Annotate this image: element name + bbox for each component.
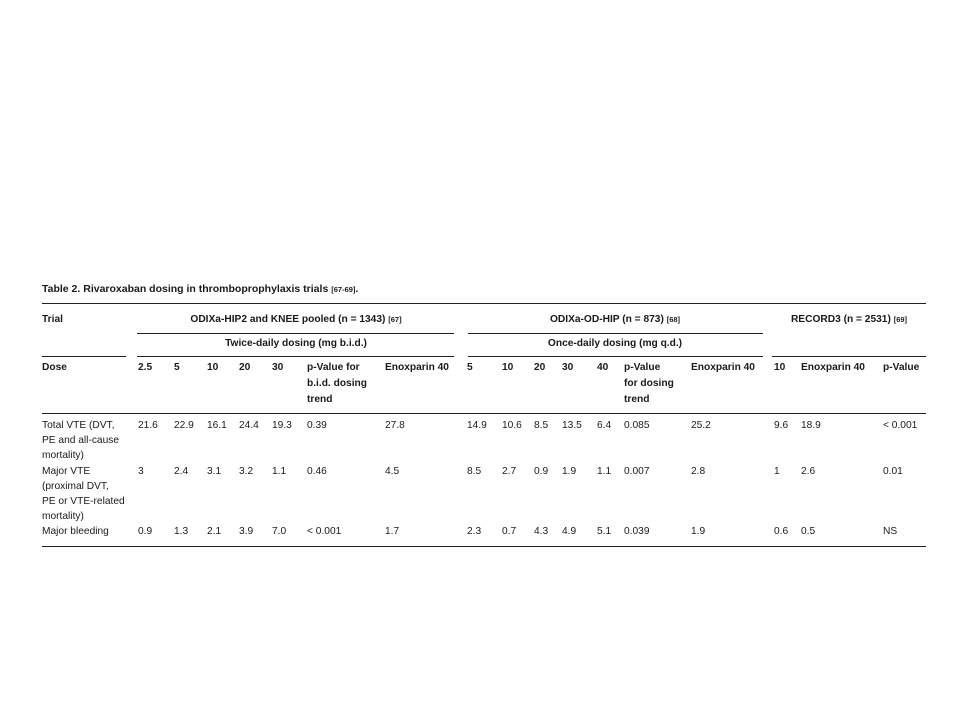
- group3-header: [791, 312, 907, 327]
- cell-g2: 2.3: [467, 526, 482, 537]
- cell-g3: 18.9: [801, 420, 821, 431]
- cell-g3: 0.5: [801, 526, 816, 537]
- cell-g2: 6.4: [597, 420, 612, 431]
- cell-g2: 0.085: [624, 420, 650, 431]
- col-header-g2-dose: 40: [597, 362, 609, 373]
- row-label-line: Major bleeding: [42, 526, 109, 537]
- row-label-line: Major VTE: [42, 466, 91, 477]
- bottom-rule: [42, 546, 926, 547]
- cell-g2: 1.9: [691, 526, 706, 537]
- cell-g3: 0.01: [883, 466, 903, 477]
- cell-g2: 1.1: [597, 466, 612, 477]
- cell-g2: 25.2: [691, 420, 711, 431]
- group2-header: [550, 312, 680, 327]
- header-bottom-rule: [42, 413, 926, 414]
- cell-g3: 0.6: [774, 526, 789, 537]
- cell-g1: 19.3: [272, 420, 292, 431]
- cell-g2: 4.3: [534, 526, 549, 537]
- cell-g1: 16.1: [207, 420, 227, 431]
- col-header-g2-dose: 30: [562, 362, 574, 373]
- col-header-g3: 10: [774, 362, 786, 373]
- row-label-line: mortality): [42, 450, 84, 461]
- col-header-g1-dose: 30: [272, 362, 284, 373]
- top-rule: [42, 303, 926, 304]
- cell-g2: 1.9: [562, 466, 577, 477]
- cell-g1: 2.1: [207, 526, 222, 537]
- cell-g2: 2.7: [502, 466, 517, 477]
- row-label-line: Total VTE (DVT,: [42, 420, 115, 431]
- col-header-g1-dose: 20: [239, 362, 251, 373]
- cell-g1: 1.7: [385, 526, 400, 537]
- caption-end: .: [355, 283, 359, 295]
- cell-g3: 1: [774, 466, 780, 477]
- group2-header-ref: [68]: [666, 315, 681, 324]
- cell-g1: 2.4: [174, 466, 189, 477]
- cell-g1: < 0.001: [307, 526, 342, 537]
- trial-label: Trial: [42, 314, 63, 325]
- cell-g1: 0.46: [307, 466, 327, 477]
- group1-header-title: ODIXa-HIP2 and KNEE pooled (n = 1343): [190, 314, 386, 325]
- col-header-g2-pvalue-line: for dosing: [624, 378, 674, 389]
- cell-g2: 10.6: [502, 420, 522, 431]
- col-header-g2-enoxaparin: Enoxparin 40: [691, 362, 755, 373]
- cell-g3: NS: [883, 526, 898, 537]
- caption-title: Table 2. Rivaroxaban dosing in thromboprophylaxis trials: [42, 283, 329, 295]
- cell-g1: 7.0: [272, 526, 287, 537]
- col-header-g1-enoxaparin: Enoxparin 40: [385, 362, 449, 373]
- cell-g1: 1.1: [272, 466, 287, 477]
- col-header-g2-dose: 20: [534, 362, 546, 373]
- group2-rule: [468, 333, 763, 334]
- cell-g1: 0.39: [307, 420, 327, 431]
- group3-header-ref: [69]: [893, 315, 908, 324]
- cell-g1: 21.6: [138, 420, 158, 431]
- subgroup-rule-left: [42, 356, 126, 357]
- cell-g2: 0.039: [624, 526, 650, 537]
- row-label-line: (proximal DVT,: [42, 481, 109, 492]
- dose-label: Dose: [42, 362, 67, 373]
- group2-header-title: ODIXa-OD-HIP (n = 873): [549, 314, 664, 325]
- cell-g1: 0.9: [138, 526, 153, 537]
- group3-header-title: RECORD3 (n = 2531): [790, 314, 891, 325]
- col-header-g2-pvalue-line: p-Value: [624, 362, 661, 373]
- caption-ref: [67-69]: [331, 285, 356, 294]
- cell-g2: 0.7: [502, 526, 517, 537]
- col-header-g3: Enoxparin 40: [801, 362, 865, 373]
- cell-g2: 14.9: [467, 420, 487, 431]
- cell-g2: 5.1: [597, 526, 612, 537]
- cell-g1: 4.5: [385, 466, 400, 477]
- cell-g2: 8.5: [534, 420, 549, 431]
- cell-g1: 3.2: [239, 466, 254, 477]
- cell-g1: 27.8: [385, 420, 405, 431]
- group1-rule: [137, 333, 454, 334]
- cell-g1: 3.1: [207, 466, 222, 477]
- col-header-g1-dose: 2.5: [138, 362, 153, 373]
- row-label-line: PE and all-cause: [42, 435, 120, 446]
- col-header-g1-pvalue-line: p-Value for: [307, 362, 360, 373]
- cell-g1: 3: [138, 466, 144, 477]
- row-label-line: mortality): [42, 511, 84, 522]
- subgroup-rule-3: [772, 356, 926, 357]
- cell-g1: 22.9: [174, 420, 194, 431]
- row-label-line: PE or VTE-related: [42, 496, 125, 507]
- cell-g3: 9.6: [774, 420, 789, 431]
- col-header-g2-dose: 10: [502, 362, 514, 373]
- group1-subheader: Twice-daily dosing (mg b.i.d.): [225, 338, 367, 349]
- cell-g1: 3.9: [239, 526, 254, 537]
- subgroup-rule-2: [468, 356, 763, 357]
- col-header-g3: p-Value: [883, 362, 920, 373]
- cell-g3: 2.6: [801, 466, 816, 477]
- cell-g2: 4.9: [562, 526, 577, 537]
- group1-header-ref: [67]: [388, 315, 402, 324]
- cell-g2: 0.9: [534, 466, 549, 477]
- table-caption: [42, 282, 358, 297]
- col-header-g1-pvalue-line: trend: [307, 394, 333, 405]
- cell-g2: 13.5: [562, 420, 582, 431]
- cell-g1: 24.4: [239, 420, 259, 431]
- cell-g1: 1.3: [174, 526, 189, 537]
- subgroup-rule-1: [137, 356, 454, 357]
- col-header-g2-dose: 5: [467, 362, 473, 373]
- cell-g2: 8.5: [467, 466, 482, 477]
- cell-g3: < 0.001: [883, 420, 918, 431]
- col-header-g1-dose: 10: [207, 362, 219, 373]
- col-header-g1-dose: 5: [174, 362, 180, 373]
- group1-header: [190, 312, 401, 327]
- col-header-g1-pvalue-line: b.i.d. dosing: [307, 378, 367, 389]
- col-header-g2-pvalue-line: trend: [624, 394, 650, 405]
- cell-g2: 0.007: [624, 466, 650, 477]
- group2-subheader: Once-daily dosing (mg q.d.): [547, 338, 683, 349]
- cell-g2: 2.8: [691, 466, 706, 477]
